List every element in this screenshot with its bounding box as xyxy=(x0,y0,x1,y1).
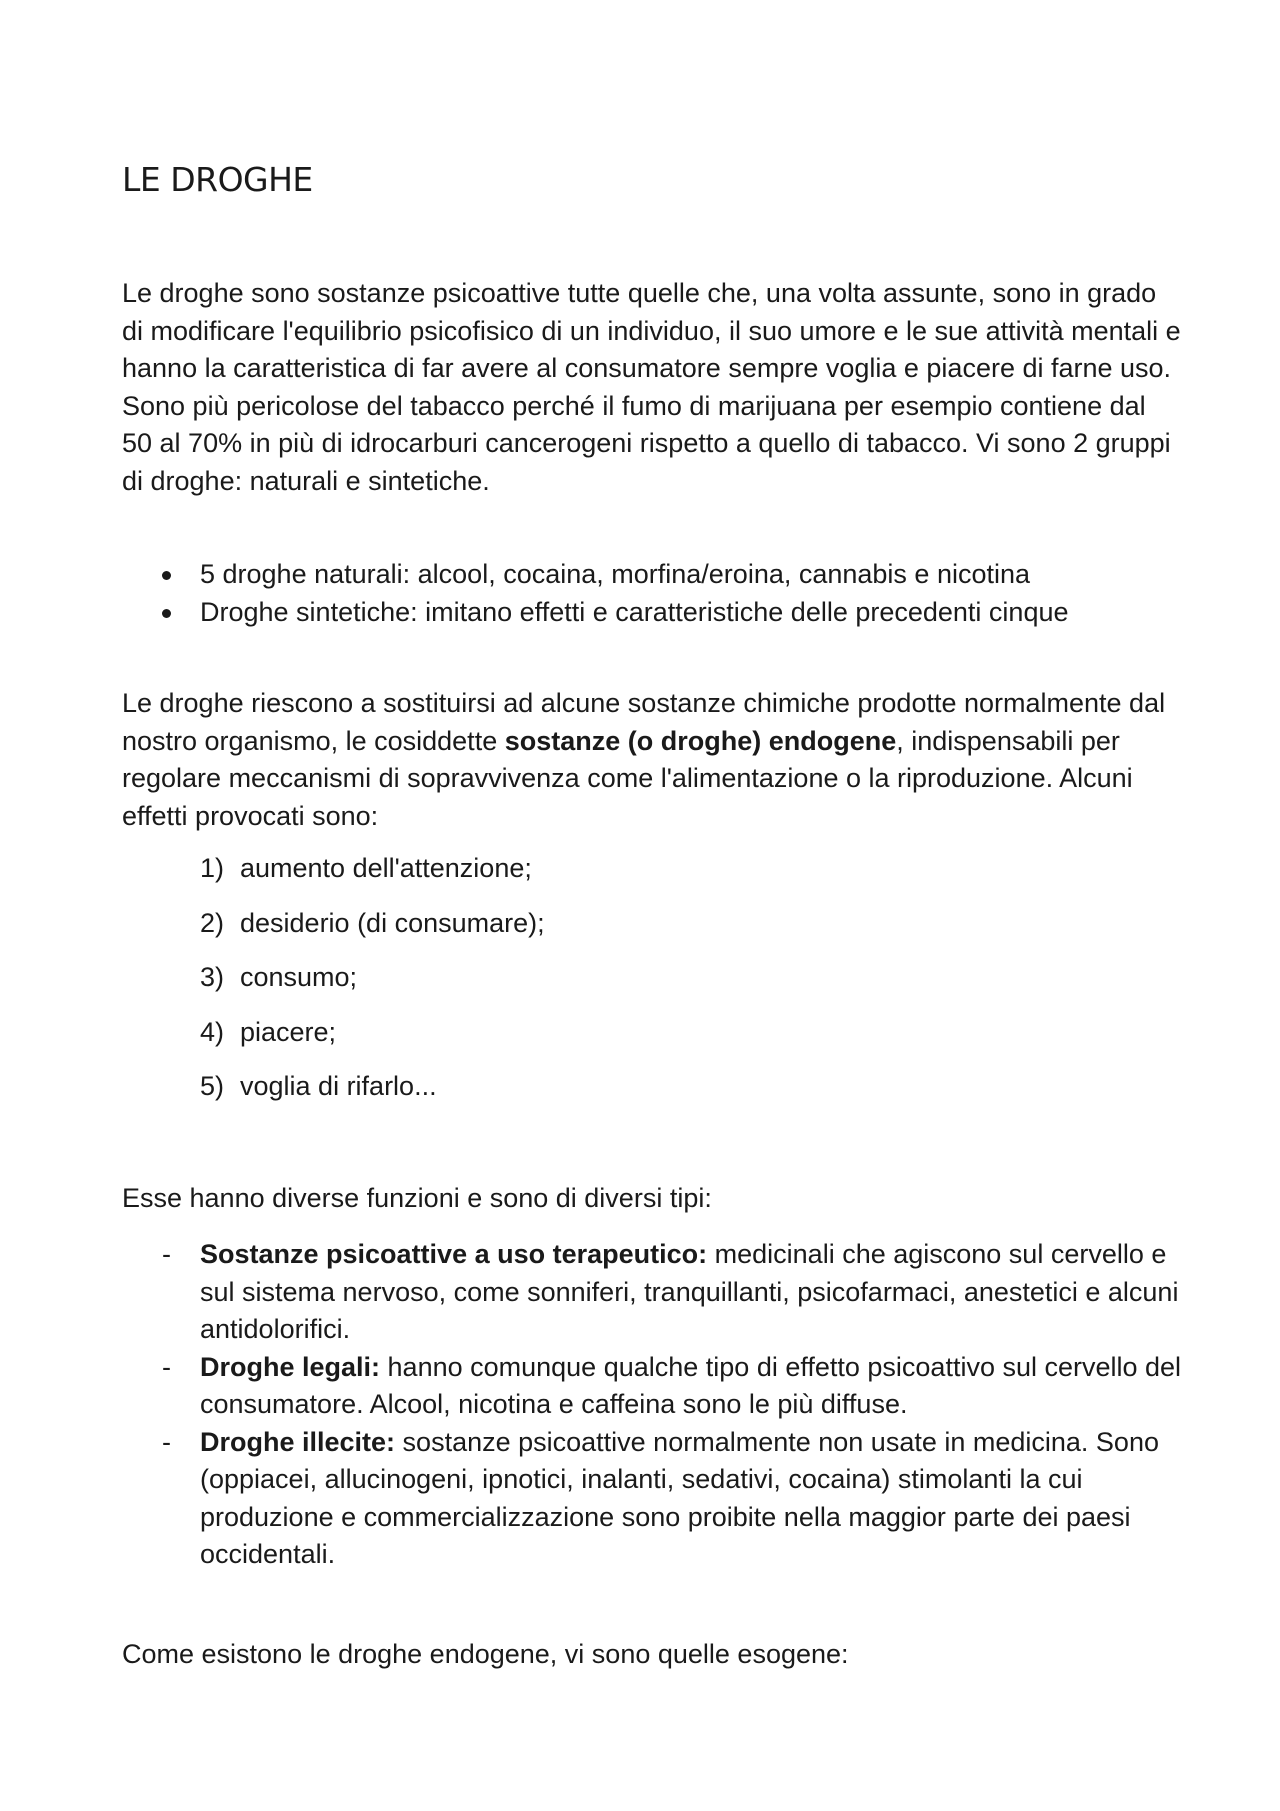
endogenous-paragraph xyxy=(122,685,1182,835)
list-item-text: desiderio (di consumare); xyxy=(240,907,545,938)
list-item xyxy=(122,1424,1182,1574)
list-item xyxy=(122,556,1182,594)
list-item-text: voglia di rifarlo... xyxy=(240,1071,437,1101)
dash-bullet: - xyxy=(162,1239,171,1269)
list-item xyxy=(200,850,545,905)
list-item-text: consumo; xyxy=(240,962,358,992)
endogenous-text-before: Le droghe riescono a sostituirsi ad alcune sostanze chimiche prodotte normalmente dal nostro organismo, le cosiddette xyxy=(122,688,1166,756)
list-number: 5) xyxy=(200,1071,225,1101)
types-intro-paragraph: Esse hanno diverse funzioni e sono di diversi tipi: xyxy=(122,1183,712,1213)
dash-bullet: - xyxy=(162,1426,171,1457)
list-item xyxy=(122,594,1182,632)
list-number: 4) xyxy=(200,1016,225,1047)
list-item xyxy=(200,905,545,960)
page-title: LE DROGHE xyxy=(122,160,313,199)
type-description: sostanze psicoattive normalmente non usate in medicina. Sono (oppiacei, allucinogeni, ipnotici, inalanti, sedativi, cocaina) stimolanti la cui produzione e commercializzazione sono proibite nella maggior parte dei paesi occidentali. xyxy=(200,1426,1159,1569)
dash-bullet: - xyxy=(162,1351,171,1382)
list-item-text: aumento dell'attenzione; xyxy=(240,853,532,883)
bullet-icon xyxy=(162,609,171,618)
type-description: hanno comunque qualche tipo di effetto psicoattivo sul cervello del consumatore. Alcool, nicotina e caffeina sono le più diffuse. xyxy=(200,1351,1182,1419)
endogenous-bold-term: sostanze (o droghe) endogene xyxy=(504,725,897,756)
list-item xyxy=(122,1349,1182,1424)
bullet-icon xyxy=(162,571,171,580)
type-description: medicinali che agiscono sul cervello e sul sistema nervoso, come sonniferi, tranquillanti, psicofarmaci, anestetici e alcuni antidolorifici. xyxy=(200,1239,1179,1344)
type-label: Droghe legali: xyxy=(200,1351,381,1382)
list-item xyxy=(200,1014,545,1069)
list-item-text: piacere; xyxy=(240,1016,337,1047)
list-item-text: Droghe sintetiche: imitano effetti e caratteristiche delle precedenti cinque xyxy=(200,596,1069,627)
list-number: 2) xyxy=(200,907,225,938)
effects-list xyxy=(200,850,545,1123)
list-item xyxy=(122,1236,1182,1349)
list-item xyxy=(200,959,545,1014)
drug-types-list xyxy=(122,1236,1182,1574)
list-number: 1) xyxy=(200,853,225,883)
list-number: 3) xyxy=(200,962,225,992)
drug-groups-list xyxy=(122,556,1182,631)
intro-paragraph: Le droghe sono sostanze psicoattive tutte quelle che, una volta assunte, sono in grado di modificare l'equilibrio psicofisico di un individuo, il suo umore e le sue attività mentali e hanno la caratteristica di far avere al consumatore sempre voglia e piacere di farne uso. Sono più pericolose del tabacco perché il fumo di marijuana per esempio contiene dal 50 al 70% in più di idrocarburi cancerogeni rispetto a quello di tabacco. Vi sono 2 gruppi di droghe: naturali e sintetiche. xyxy=(122,278,1181,496)
endogenous-text-after: , indispensabili per regolare meccanismi di sopravvivenza come l'alimentazione o la riproduzione. Alcuni effetti provocati sono: xyxy=(122,725,1133,831)
closing-paragraph: Come esistono le droghe endogene, vi sono quelle esogene: xyxy=(122,1639,849,1669)
type-label: Droghe illecite: xyxy=(200,1426,396,1457)
list-item xyxy=(200,1068,545,1123)
type-label: Sostanze psicoattive a uso terapeutico: xyxy=(200,1239,708,1269)
list-item-text: 5 droghe naturali: alcool, cocaina, morfina/eroina, cannabis e nicotina xyxy=(200,559,1031,589)
